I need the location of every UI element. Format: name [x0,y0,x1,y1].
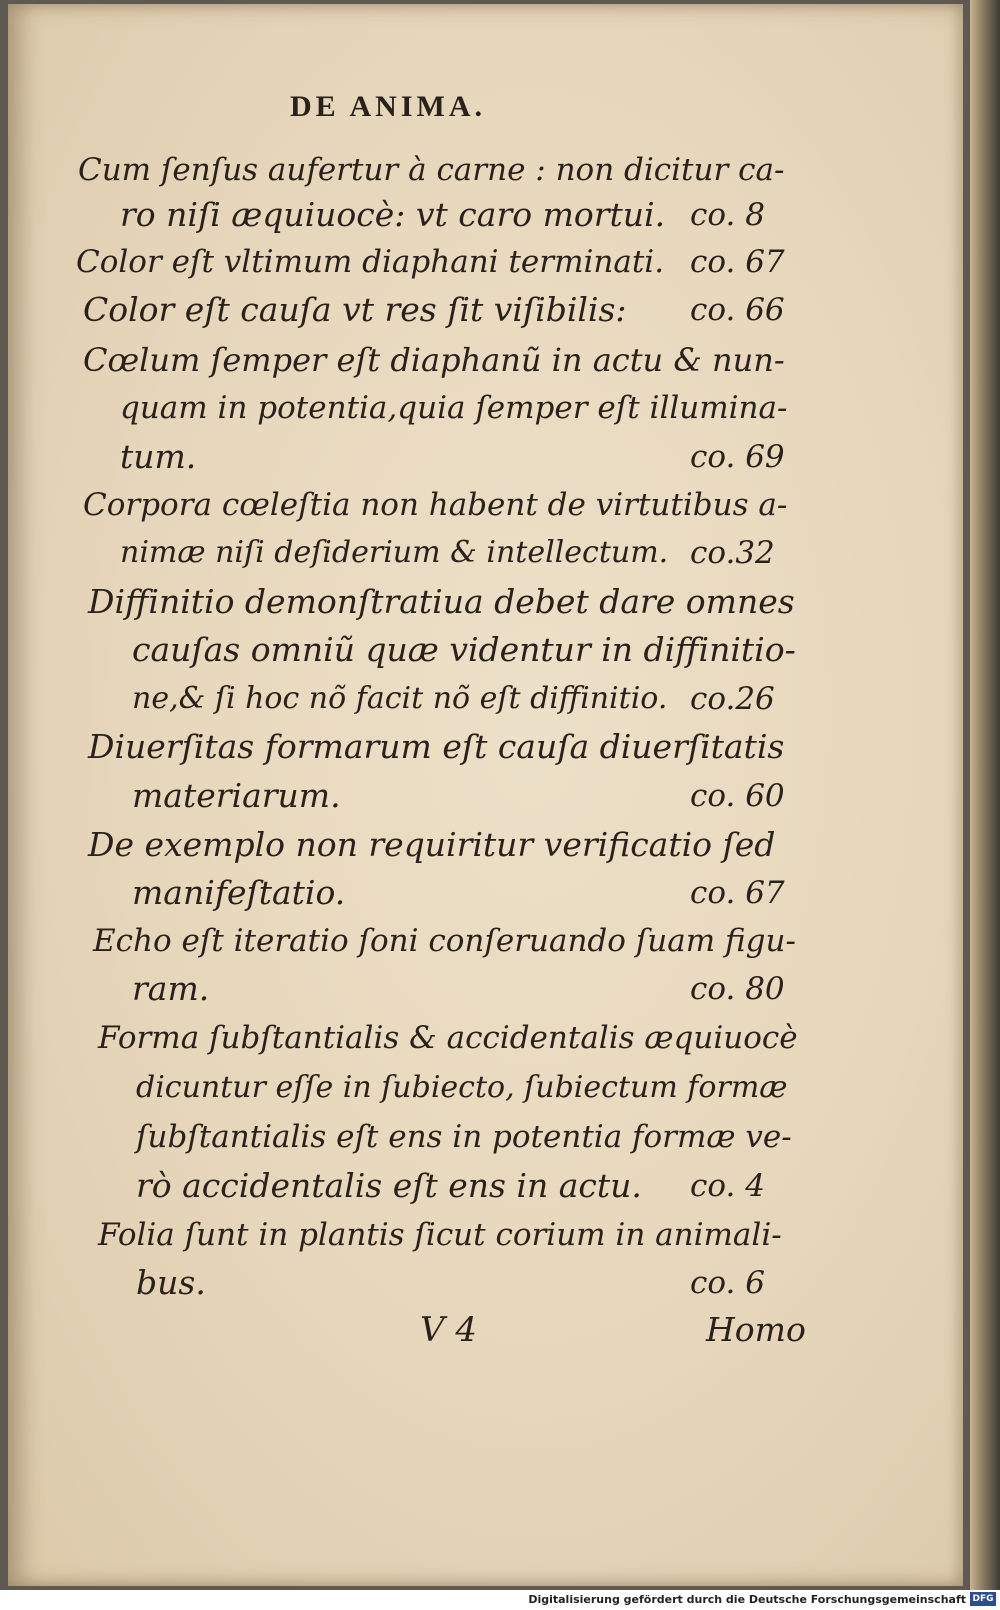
footer-credit: Digitalisierung gefördert durch die Deutsche Forschungsgemeinschaft [528,1593,966,1606]
entry-line: Diuerſitas formarum eſt cauſa diuerſitatis [88,727,785,766]
entry-line: cauſas omniũ quæ videntur in diffinitio- [132,630,796,669]
entry-line: Corpora cœleſtia non habent de virtutibus a- [83,487,788,523]
entry-reference: co. 66 [690,292,785,328]
entry-line: tum. [120,437,197,476]
entry-reference: co. 60 [690,778,785,814]
entry-line: Folia ſunt in plantis ſicut corium in animali- [98,1217,782,1253]
entry-line: Forma ſubſtantialis & accidentalis æquiuocè [98,1020,798,1056]
catchword: Homo [706,1310,806,1349]
entry-line: ne,& ſi hoc nõ facit nõ eſt diffinitio. [132,681,668,716]
entry-reference: co. 8 [690,197,765,233]
entry-line: ro niſi æquiuocè: vt caro mortui. [120,195,666,234]
running-head: DE ANIMA. [290,90,487,123]
entry-line: dicuntur eſſe in ſubiecto, ſubiectum formæ [136,1070,788,1105]
entry-line: De exemplo non requiritur verificatio ſed [88,825,776,864]
entry-reference: co. 69 [690,439,785,475]
entry-reference: co. 80 [690,971,785,1007]
entry-line: Echo eſt iteratio ſoni conſeruando ſuam figu- [93,923,796,959]
entry-line: quam in potentia,quia ſemper eſt illumina- [120,390,788,426]
dfg-logo-icon: DFG [970,1592,996,1606]
entry-reference: co. 67 [690,244,785,280]
entry-line: ram. [132,969,210,1008]
entry-reference: co. 4 [690,1168,765,1204]
entry-line: manifeſtatio. [132,873,346,912]
entry-line: Cœlum ſemper eſt diaphanũ in actu & nun- [83,341,785,379]
entry-line: rò accidentalis eſt ens in actu. [136,1166,642,1205]
entry-line: bus. [136,1263,206,1302]
entry-reference: co.32 [690,535,775,571]
entry-reference: co. 67 [690,875,785,911]
entry-line: Cum ſenſus aufertur à carne : non dicitur ca- [78,152,785,188]
entry-line: Color eſt vltimum diaphani terminati. [76,244,665,280]
entry-line: Color eſt cauſa vt res ſit viſibilis: [83,290,627,329]
entry-line: ſubſtantialis eſt ens in potentia formæ ve- [136,1119,792,1155]
entry-line: Diffinitio demonſtratiua debet dare omnes [88,582,795,621]
signature-mark: V 4 [420,1310,477,1350]
entry-line: materiarum. [132,776,341,815]
entry-line: nimæ niſi deſiderium & intellectum. [120,535,669,570]
entry-reference: co. 6 [690,1265,765,1301]
entry-reference: co.26 [690,681,775,717]
